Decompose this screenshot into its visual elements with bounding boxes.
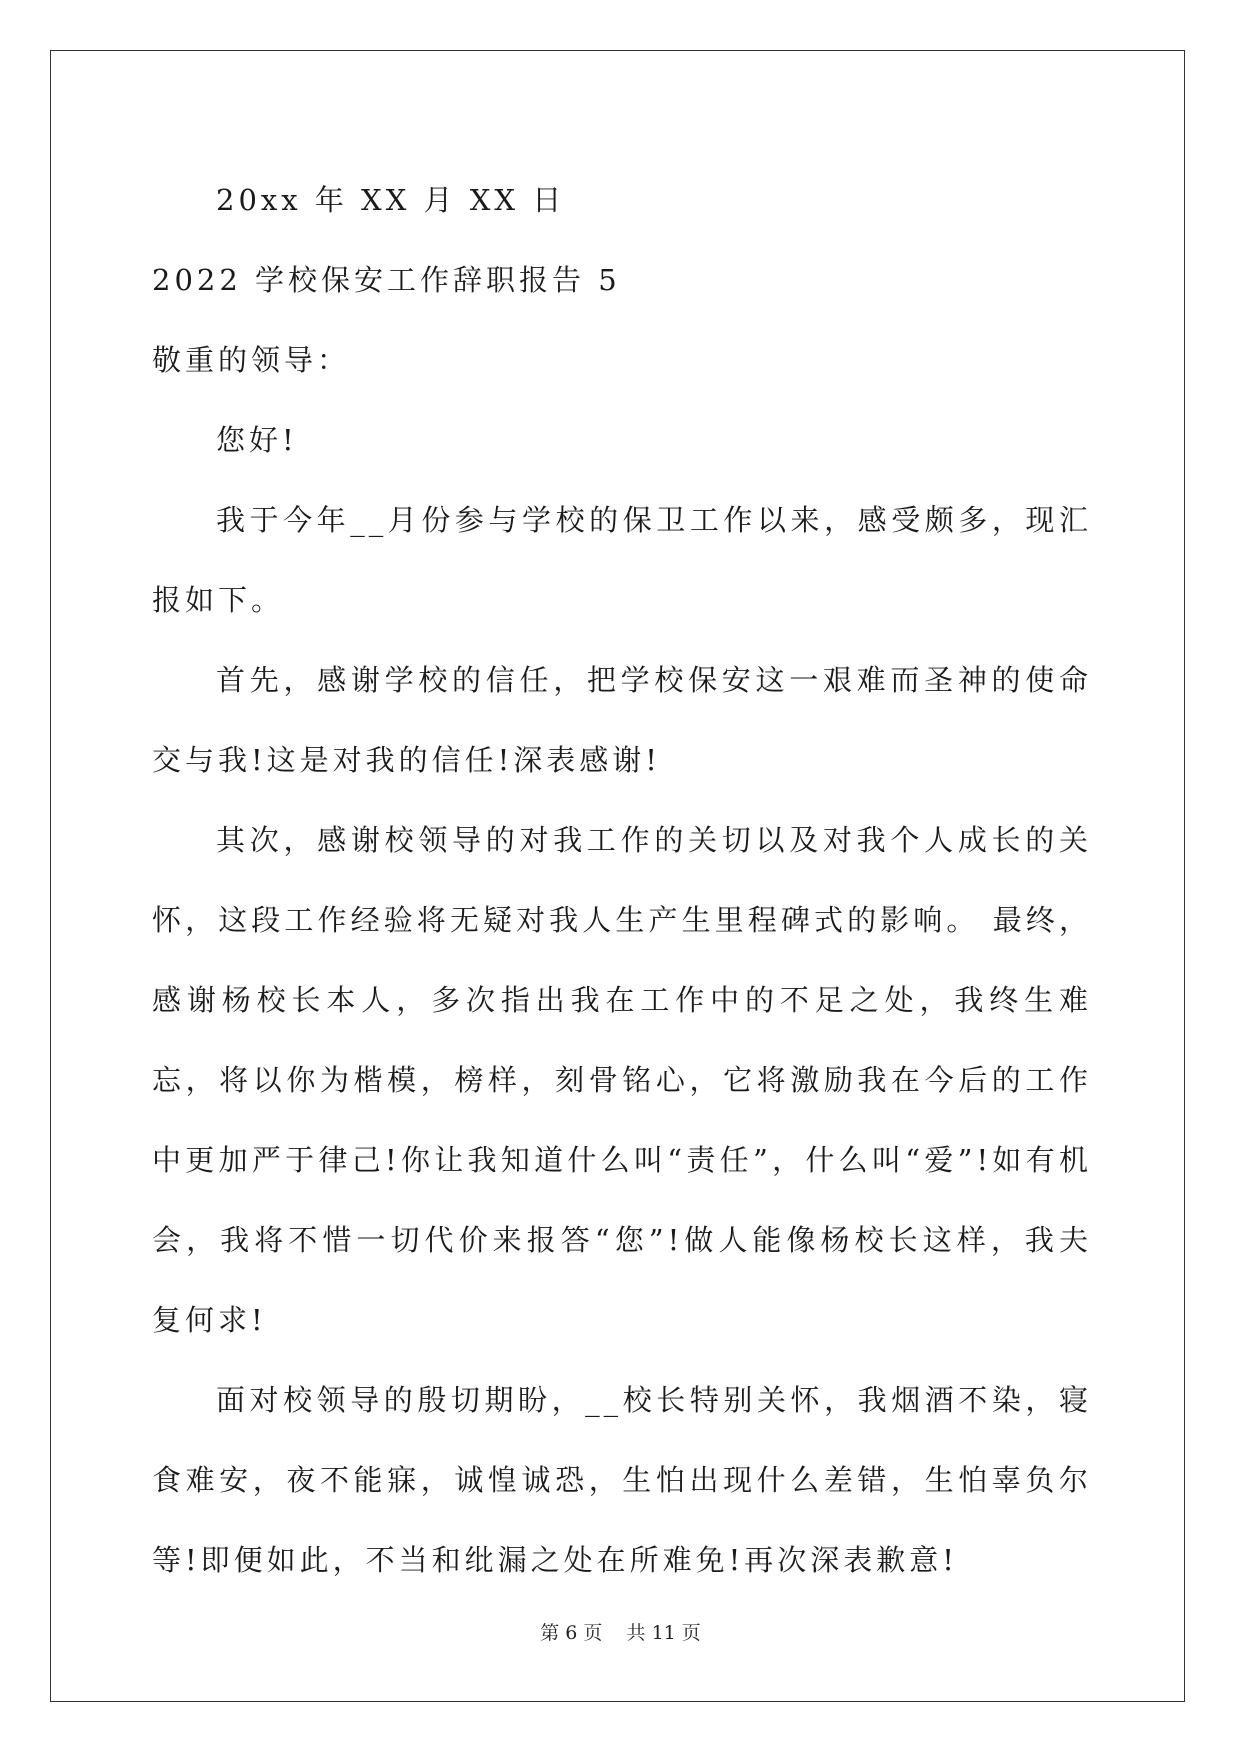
greeting: 您好!	[216, 423, 298, 457]
date-line: 20xx 年 XX 月 XX 日	[216, 183, 566, 217]
page-total: 共 11 页	[626, 1622, 701, 1644]
paragraph-4: 面对校领导的殷切期盼，__校长特别关怀，我烟酒不染，寝食难安，夜不能寐，诚惶诚恐，生怕出现什么差错，生怕辜负尔等!即便如此，不当和纰漏之处在所难免!再次深表歉意!	[152, 1383, 1092, 1577]
page-number: 第 6 页	[540, 1622, 603, 1644]
salutation: 敬重的领导：	[152, 343, 351, 377]
page-footer	[0, 1618, 1241, 1645]
paragraph-2: 首先，感谢学校的信任，把学校保安这一艰难而圣神的使命交与我!这是对我的信任!深表感谢!	[152, 663, 1092, 777]
document-title: 2022 学校保安工作辞职报告 5	[152, 263, 621, 297]
paragraph-3: 其次，感谢校领导的对我工作的关切以及对我个人成长的关怀，这段工作经验将无疑对我人生产生里程碑式的影响。 最终，感谢杨校长本人，多次指出我在工作中的不足之处，我终生难忘，将以你为楷模，榜样，刻骨铭心，它将激励我在今后的工作中更加严于律己!你让我知道什么叫“责任”，什么叫“爱”!如有机会，我将不惜一切代价来报答“您”!做人能像杨校长这样，我夫复何求!	[152, 823, 1092, 1337]
paragraph-1: 我于今年__月份参与学校的保卫工作以来，感受颇多，现汇报如下。	[152, 503, 1092, 617]
document-body	[152, 160, 1092, 1600]
